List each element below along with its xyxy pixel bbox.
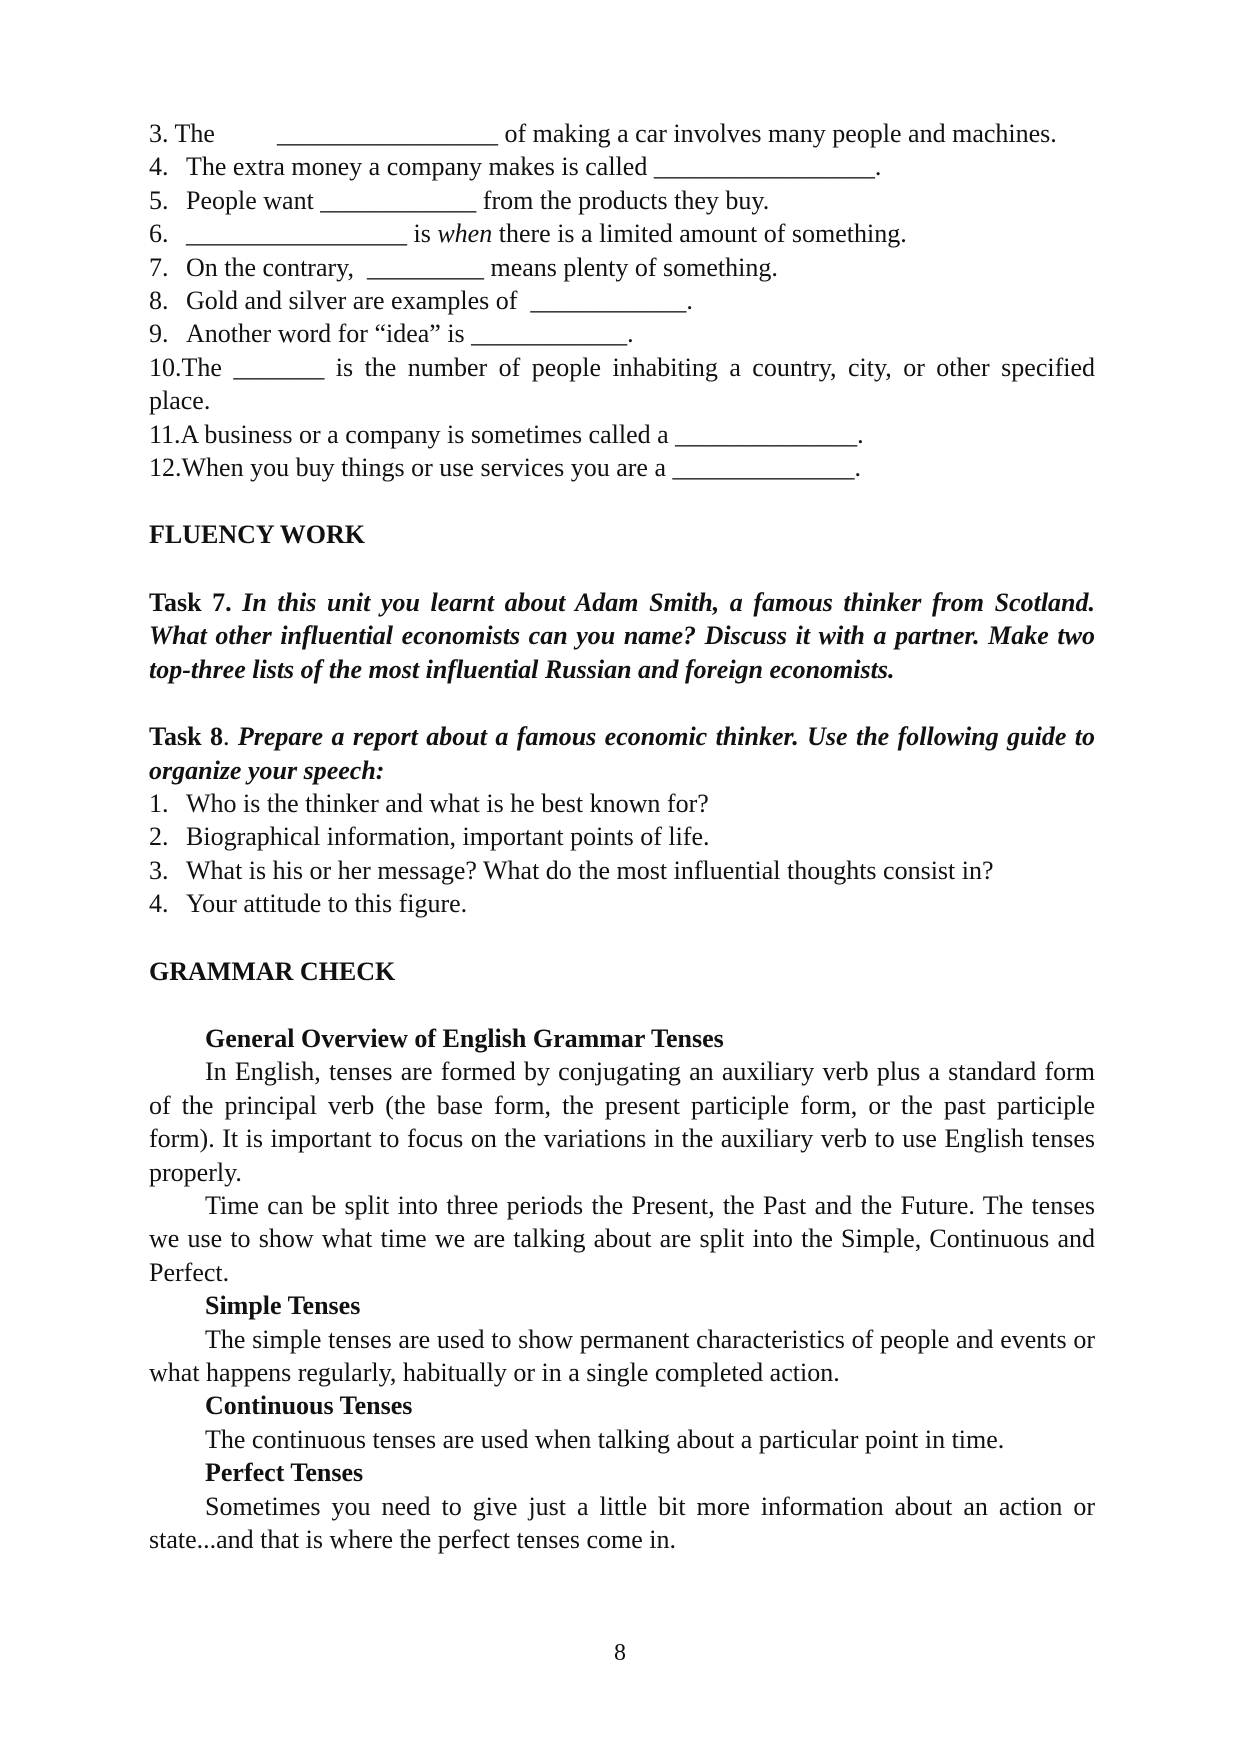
simple-tenses-title: Simple Tenses (205, 1291, 361, 1321)
simple-tenses-text: The simple tenses are used to show permanent characteristics of people and events or what happens regularly, habitually or in a single completed action. (149, 1324, 1095, 1387)
exercise-item-11: 11.A business or a company is sometimes called a ______________. (149, 419, 864, 449)
page-body (149, 117, 1095, 1556)
exercise-item-9: 9. Another word for “idea” is ____________. (149, 319, 634, 349)
page-number: 8 (614, 1640, 626, 1666)
overview-title: General Overview of English Grammar Tenses (205, 1023, 724, 1053)
perfect-tenses-title: Perfect Tenses (205, 1458, 364, 1488)
grammar-heading: GRAMMAR CHECK (149, 956, 396, 986)
overview-paragraph-2: Time can be split into three periods the Present, the Past and the Future. The tenses we use to show what time we are talking about are split into the Simple, Continuous and Perfect. (149, 1190, 1095, 1287)
task-8-item: 2. Biographical information, important points of life. (149, 822, 710, 852)
task-8-item: 1. Who is the thinker and what is he best known for? (149, 788, 709, 818)
task-8-item: 4. Your attitude to this figure. (149, 889, 468, 919)
continuous-tenses-text: The continuous tenses are used when talking about a particular point in time. (205, 1424, 1005, 1454)
exercise-item-5: 5. People want ____________ from the products they buy. (149, 185, 770, 215)
exercise-item-3: 3. The _________________ of making a car involves many people and machines. (149, 119, 1057, 148)
exercise-item-4: 4. The extra money a company makes is called _________________. (149, 152, 882, 182)
continuous-tenses-title: Continuous Tenses (205, 1391, 413, 1421)
perfect-tenses-text: Sometimes you need to give just a little bit more information about an action or state...and that is where the perfect tenses come in. (149, 1491, 1095, 1555)
exercise-item-8: 8. Gold and silver are examples of ____________. (149, 286, 693, 316)
task-8: Task 8. Prepare a report about a famous economic thinker. Use the following guide to organize your speech: (149, 722, 1095, 785)
exercise-item-6: 6. _________________ is when there is a limited amount of something. (149, 219, 907, 249)
exercise-item-12: 12.When you buy things or use services you are a ______________. (149, 453, 861, 483)
fluency-heading: FLUENCY WORK (149, 520, 365, 550)
overview-paragraph-1: In English, tenses are formed by conjugating an auxiliary verb plus a standard form of the principal verb (the base form, the present participle form, or the past participle form). It is important to focus on the variations in the auxiliary verb to use English tenses properly. (149, 1057, 1095, 1187)
exercise-item-7: 7. On the contrary, _________ means plenty of something. (149, 252, 778, 282)
task-7: Task 7. In this unit you learnt about Adam Smith, a famous thinker from Scotland. What other influential economists can you name? Discuss it with a partner. Make two top-three lists of the most influential Russian and foreign economists. (149, 587, 1096, 684)
exercise-item-10: 10.The _______ is the number of people inhabiting a country, city, or other specified place. (149, 352, 1095, 416)
task-8-item: 3. What is his or her message? What do the most influential thoughts consist in? (149, 855, 994, 885)
